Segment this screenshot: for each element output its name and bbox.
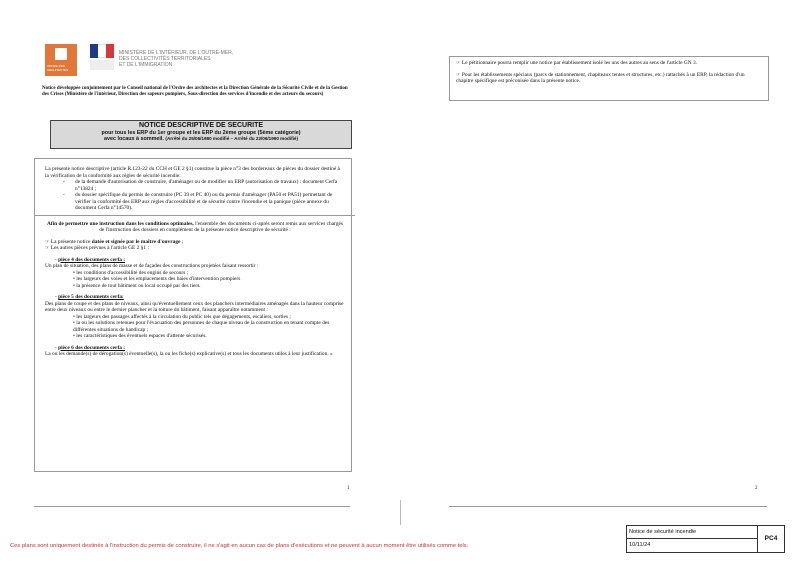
title-block	[626, 525, 785, 553]
piece-5-heading: - pièce 5 des documents cerfa:	[55, 294, 124, 300]
list-item: • les caractéristiques des éventuels espaces d'attente sécurisés.	[73, 333, 345, 340]
page-1-footer-rule	[34, 506, 350, 507]
marianne-icon	[90, 60, 114, 70]
piece-4-text: Un plan de situation, des plans de masse et de façades des constructions projetées faisant ressortir :	[45, 263, 259, 269]
list-item: • les largeurs des passages affectés à la circulation du public tels que dégagements, escaliers, sorties ;	[73, 314, 345, 321]
ordre-logo-text: ORDRE DES ARCHITECTES	[47, 64, 69, 72]
page-2-footer-rule	[449, 506, 767, 507]
arretes-label: (Arrêté du 25/06/1980 modifié – Arrêté du 22/06/1990 modifié)	[165, 136, 299, 142]
french-flag-icon	[90, 44, 114, 58]
ordre-architectes-logo	[45, 44, 77, 76]
notice-subtitle-2	[51, 136, 351, 142]
piece-6-heading: - pièce 6 des documents cerfa :	[55, 344, 126, 351]
intro-paragraph: La présente notice descriptive (article R.123-22 du CCH et GE 2 §1) constitue la pièce n°3 des bordereaux de pièces du dossier destiné à la vérification de la conformité aux règles de sécurité incendie:	[45, 166, 340, 179]
hand-pointer-icon: ☞	[456, 60, 461, 66]
piece-4-heading: - pièce 4 des documents cerfa :	[55, 256, 126, 263]
notice-title: NOTICE DESCRIPTIVE DE SECURITE	[138, 122, 264, 129]
check-item: ☞ Les autres pièces prévues à l'article GE 2 §1 :	[45, 245, 149, 251]
title-block-title: Notice de sécurité incendie	[627, 526, 758, 539]
right-paragraph: ☞ Le pétitionnaire pourra remplir une notice par établissement isolé les uns des autres au sens de l'article GN 3.	[456, 60, 698, 66]
list-item: • la présence de tout bâtiment ou local occupé par des tiers.	[73, 283, 345, 290]
title-block-date: 10/11/24	[627, 538, 758, 552]
sommeil-label: avec locaux à sommeil.	[103, 136, 164, 143]
logo-mark-icon	[55, 48, 67, 60]
ministere-line: ET DE L'IMMIGRATION	[119, 62, 173, 68]
piece-5-list	[45, 314, 345, 340]
piece-4-list	[45, 270, 345, 290]
disclaimer-text: Ces plans sont uniquement destinés à l'instruction du permis de construire, il ne s'agit en aucun cas de plans d'exécutions et ne peuvent à aucun moment être utilisés comme tels.	[10, 543, 469, 549]
page-number-2: 2	[755, 486, 758, 491]
piece-6-text: La ou les demande(s) de dérogation(s) éventuelle(s), la ou les fiche(s) explicative(s) et tous les documents utiles à leur justification. »	[45, 351, 333, 357]
notice-title-box	[50, 120, 352, 149]
ministere-line: MINISTÈRE DE L'INTÉRIEUR, DE L'OUTRE-MER,	[119, 50, 234, 56]
list-item: - du dossier spécifique du permis de construire (PC 39 et PC 40) ou du permis d'aménager (PA50 et PA51) permettant de vérifier la conformité des ERP aux règles d'accessibilité et de sécurité contre l'incendie et la panique (pièce annexe du document Cerfa n°14570).	[63, 192, 333, 211]
ministere-name	[119, 50, 259, 68]
page-number-1: 1	[347, 486, 350, 491]
title-block-code: PC4	[764, 535, 778, 542]
right-paragraph: ☞ Pour les établissements spéciaux (parcs de stationnement, chapiteaux tentes et structures, etc.) rattachés à un ERP, la rédaction d'un chapitre spécifique est préconisée dans la présente notice.	[456, 71, 745, 84]
list-item: • les largeurs des voies et les emplacements des baies d'intervention pompiers	[73, 276, 345, 283]
page-fold-line	[400, 500, 401, 525]
list-item: - de la demande d'autorisation de construire, d'aménager ou de modifier un ERP (autorisation de travaux) : document Cerfa n°13824 ;	[63, 179, 338, 192]
hand-pointer-icon: ☞	[456, 71, 461, 78]
section-divider	[35, 215, 355, 216]
list-item: • les conditions d'accessibilité des engins de secours ;	[73, 270, 345, 277]
piece-5-text: Des plans de coupe et des plans de niveaux, ainsi qu'éventuellement ceux des planchers intermédiaires aménagés dans la hauteur comprise entre deux niveaux ou entre le dernier plancher et la toiture du bâtiment, faisant apparaître notamment :	[45, 300, 344, 313]
check-item: ☞ La présente notice datée et signée par le maître d'ouvrage ;	[45, 238, 184, 245]
hand-pointer-icon: ☞	[45, 245, 50, 251]
ministere-line: DES COLLECTIVITÉS TERRITORIALES	[119, 56, 211, 62]
intro-text: Notice développée conjointement par le Conseil national de l'Ordre des architectes et la Direction Générale de la Sécurité Civile et de la Gestion des Crises (Ministère de l'intérieur, Direction des sapeurs pompiers, Sous-direction des services d'incendie et des acteurs du secours)	[42, 86, 348, 98]
notice-subtitle: pour tous les ERP du 1er groupe et les ERP du 2ème groupe (5ème catégorie)	[101, 130, 301, 136]
ministere-logo	[90, 44, 114, 72]
right-content-box	[449, 56, 769, 101]
list-item: • la ou les solutions retenues pour l'évacuation des personnes de chaque niveau de la construction en tenant compte des différentes situations de handicap ;	[73, 320, 345, 333]
instruction-paragraph: Afin de permettre une instruction dans les conditions optimales, l'ensemble des documents ci-après seront remis aux services chargés de l'instruction des dossiers en complément de la présente notice descriptive de sécurité :	[46, 220, 344, 233]
left-content-box	[34, 158, 352, 472]
hand-pointer-icon: ☞	[45, 238, 50, 245]
